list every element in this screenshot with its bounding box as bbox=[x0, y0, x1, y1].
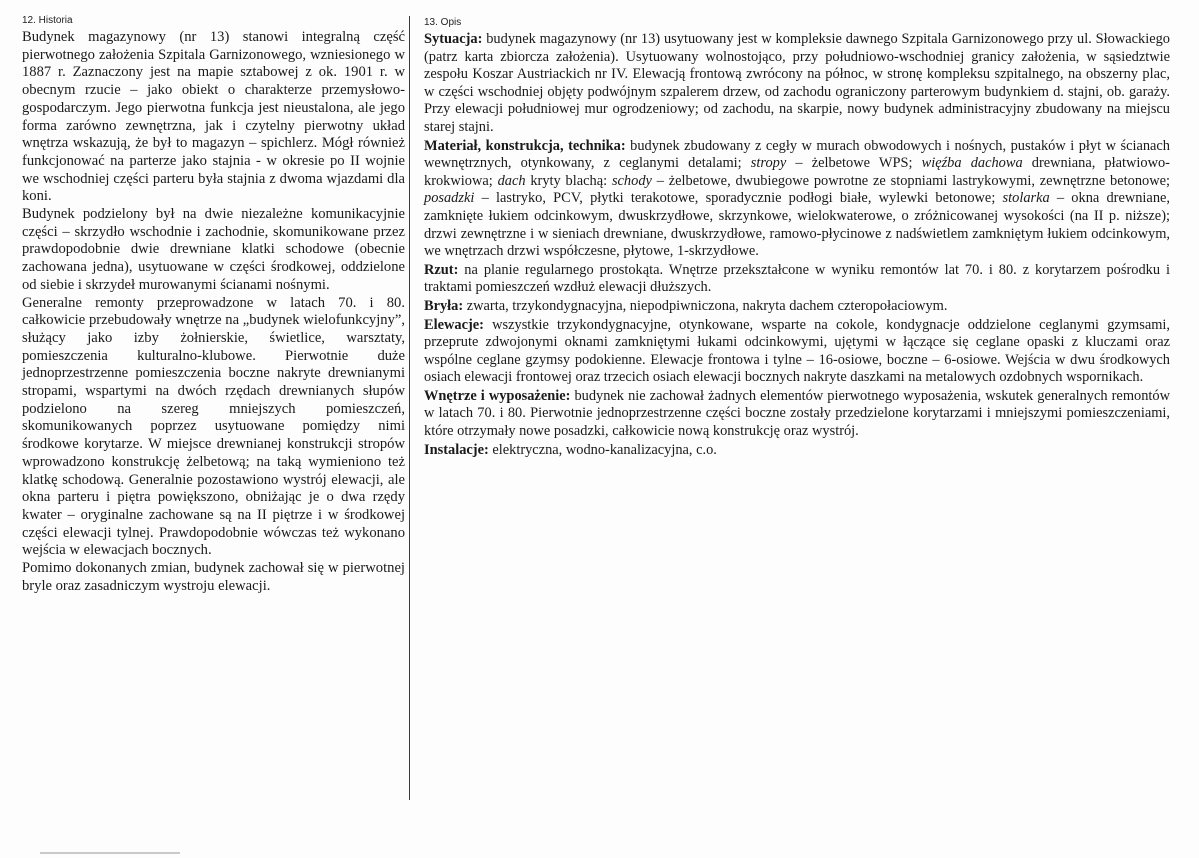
material-term-schody: schody bbox=[611, 172, 652, 189]
material-term-stolarka: stolarka bbox=[1002, 190, 1050, 207]
history-paragraph-3: Generalne remonty przeprowadzone w latach 70. i 80. całkowicie przebudowały wnętrze na „budynek wielofunkcyjny”, służący jako izby żołnierskie, świetlice, warsztaty, pomieszczenia kulturalno-klubowe. Pierwotnie duże jednoprzestrzenne pomieszczenia boczne nakryte drewnianymi stropami, wspartymi na dwóch rzędach drewnianych słupów podzielono na szereg mniejszych pomieszczeń, skomunikowanych poprzez usytuowane pomiędzy nimi środkowe korytarze. W miejsce drewnianej konstrukcji stropów wprowadzono konstrukcję żelbetową; na taką wymieniono też klatkę schodową. Generalnie pozostawiono wystrój elewacji, ale okna parteru i piętra powiększono, obniżając je o dwa rzędy kwater – oryginalne zachowane są na II piętrze i w środkowej części elewacji tylnej. Prawdopodobnie wówczas też wykonano wejścia w elewacjach bocznych. bbox=[22, 294, 405, 559]
description-column bbox=[424, 14, 1170, 460]
history-paragraph-1: Budynek magazynowy (nr 13) stanowi integralną część pierwotnego założenia Szpitala Garnizonowego, wzniesionego w 1887 r. Zaznaczony jest na mapie sztabowej z ok. 1901 r. w obecnym rzucie – jako obiekt o charakterze przemysłowo-gospodarczym. Jego pierwotna funkcja jest nieustalona, ale jego forma zarówno zewnętrzna, jak i czytelny pierwotny układ wnętrza wskazują, że był to magazyn – spichlerz. Mógł również funkcjonować na parterze jako stajnia - w okresie po II wojnie we wschodniej części parteru była stajnia z dwoma wjazdami dla koni. bbox=[22, 29, 405, 205]
elewacje-label: Elewacje: bbox=[424, 316, 484, 333]
instalacje-text: elektryczna, wodno-kanalizacyjna, c.o. bbox=[488, 441, 717, 458]
history-heading: 12. Historia bbox=[22, 15, 73, 26]
material-text-7: – okna drewniane, zamknięte łukiem odcinkowym, dwuskrzydłowe, skrzynkowe, wielokwaterowe, o zróżnicowanej wysokości (na II p. niższe); drzwi zewnętrzne i w sieniach drewniane, dwuskrzydłowe, ramowo-płycinowe z nadświetlem zamkniętym łukiem odcinkowym, we wnętrzach drzwi współczesne, płytowe, 1-skrzydłowe. bbox=[424, 190, 1170, 260]
column-divider bbox=[409, 16, 410, 800]
rzut-text: na planie regularnego prostokąta. Wnętrze przekształcone w wyniku remontów lat 70. i 80. z korytarzem pośrodku i traktami pomieszczeń wzdłuż elewacji dłuższych. bbox=[424, 261, 1170, 296]
wnetrze-paragraph bbox=[424, 388, 1170, 441]
instalacje-label: Instalacje: bbox=[424, 441, 489, 458]
material-text-2: – żelbetowe WPS; bbox=[786, 155, 922, 172]
material-paragraph bbox=[424, 138, 1170, 261]
material-term-wiezba: więźba dachowa bbox=[921, 155, 1023, 172]
elewacje-paragraph bbox=[424, 317, 1170, 387]
material-term-dach: dach bbox=[497, 172, 526, 189]
scan-edge-mark bbox=[40, 852, 180, 854]
material-term-stropy: stropy bbox=[750, 155, 787, 172]
rzut-paragraph bbox=[424, 262, 1170, 297]
bryla-label: Bryła: bbox=[424, 297, 464, 314]
history-paragraph-2: Budynek podzielony był na dwie niezależne komunikacyjnie części – skrzydło wschodnie i zachodnie, skomunikowane przez prawdopodobnie dwie drewniane klatki schodowe (obecnie zachowana jedna), usytuowane w części środkowej, oddzielone od siebie i skrzydeł murowanymi ścianami nośnymi. bbox=[22, 206, 405, 293]
material-text-5: – żelbetowe, dwubiegowe powrotne ze stopniami lastrykowymi, zewnętrzne betonowe; bbox=[651, 172, 1171, 189]
description-heading: 13. Opis bbox=[424, 17, 462, 28]
material-text-6: – lastryko, PCV, płytki terakotowe, sporadycznie podłogi białe, wylewki betonowe; bbox=[474, 190, 1003, 207]
elewacje-text: wszystkie trzykondygnacyjne, otynkowane, wsparte na cokole, kondygnacje oddzielone ceglanymi gzymsami, przeprute zdwojonymi oknami zamkniętymi łukami odcinkowymi, ujętymi w łączące się ceglane opaski z kluczami oraz wspólne ceglane gzymsy podokienne. Elewacje frontowa i tylne – 16-osiowe, boczne – 6-osiowe. Wejścia w dwu środkowych osiach elewacji frontowej oraz trzecich osiach elewacji bocznych nakryte daszkami na metalowych ozdobnych wspornikach. bbox=[424, 316, 1170, 386]
sytuacja-label: Sytuacja: bbox=[424, 31, 483, 47]
bryla-text: zwarta, trzykondygnacyjna, niepodpiwniczona, nakryta dachem czteropołaciowym. bbox=[463, 297, 948, 314]
sytuacja-text: budynek magazynowy (nr 13) usytuowany jest w kompleksie dawnego Szpitala Garnizonowego przy ul. Słowackiego (patrz karta zbiorcza założenia). Usytuowany wolnostojąco, przy południowo-wschodniej granicy założenia, w sąsiedztwie zespołu Koszar Austriackich nr IV. Elewacją frontową zwrócony na północ, w stronę kompleksu szpitalnego, na obszerny plac, w części wschodniej objęty podwójnym szpalerem drzew, od zachodu ograniczony parterowym budynkiem d. stajni, ob. garaży. Przy elewacji południowej mur ogrodzeniowy; od zachodu, na skarpie, nowy budynek administracyjny zbudowany na miejscu starej stajni. bbox=[424, 31, 1170, 135]
history-column bbox=[22, 14, 405, 596]
bryla-paragraph bbox=[424, 298, 1170, 316]
material-text-3: drewniana, płatwiowo-krokwiowa; bbox=[424, 155, 1170, 189]
wnetrze-text: budynek nie zachował żadnych elementów pierwotnego wyposażenia, wskutek generalnych remontów w latach 70. i 80. Pierwotnie jednoprzestrzenne części boczne zostały przedzielone korytarzami i mniejszymi pomieszczeniami, które otrzymały nowe posadzki, całkowicie nową konstrukcję oraz wystrój. bbox=[424, 387, 1170, 440]
wnetrze-label: Wnętrze i wyposażenie: bbox=[424, 387, 571, 404]
history-paragraph-4: Pomimo dokonanych zmian, budynek zachował się w pierwotnej bryle oraz zasadniczym wystroju elewacji. bbox=[22, 560, 405, 594]
instalacje-paragraph bbox=[424, 442, 1170, 460]
material-text-1: budynek zbudowany z cegły w murach obwodowych i nośnych, pustaków i płyt w ścianach wewnętrznych, otynkowany, z ceglanymi detalami; bbox=[424, 137, 1171, 172]
material-label: Materiał, konstrukcja, technika: bbox=[424, 137, 626, 154]
rzut-label: Rzut: bbox=[424, 261, 459, 278]
material-text-4: kryty blachą: bbox=[525, 172, 612, 189]
sytuacja-paragraph bbox=[424, 31, 1170, 137]
material-term-posadzki: posadzki bbox=[424, 190, 475, 207]
